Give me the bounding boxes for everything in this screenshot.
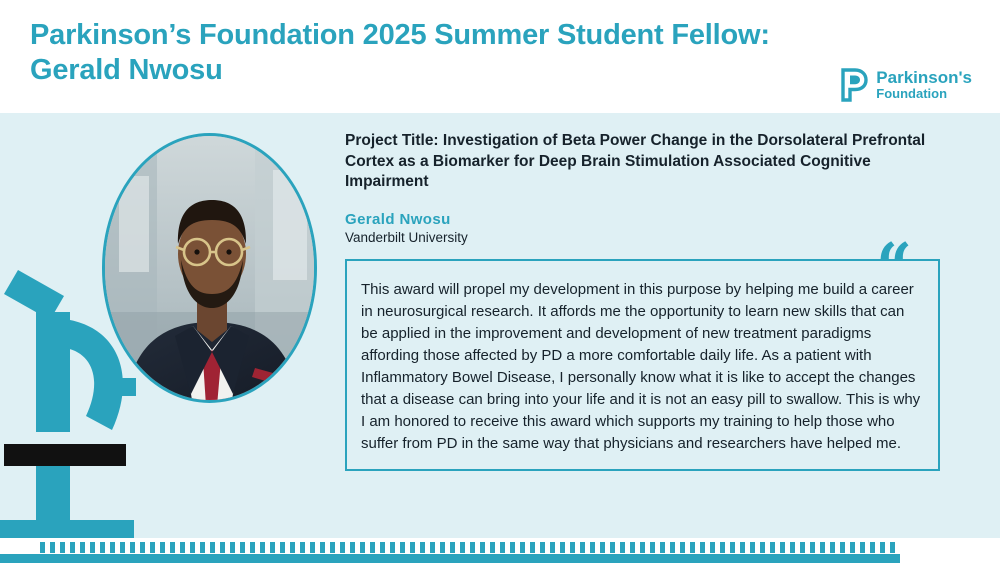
divider-dot: [340, 542, 345, 553]
divider-dot: [310, 542, 315, 553]
divider-dot: [70, 542, 75, 553]
divider-dot: [320, 542, 325, 553]
divider-dot: [490, 542, 495, 553]
divider-dot: [80, 542, 85, 553]
divider-dot: [530, 542, 535, 553]
divider-dot: [230, 542, 235, 553]
divider-dot: [650, 542, 655, 553]
divider-dot: [520, 542, 525, 553]
divider-dot: [880, 542, 885, 553]
project-title: Project Title: Investigation of Beta Power Change in the Dorsolateral Prefrontal Cortex as a Biomarker for Deep Brain Stimulation Associated Cognitive Impairment: [345, 132, 926, 191]
divider-dot: [550, 542, 555, 553]
divider-dot: [790, 542, 795, 553]
divider-dot: [410, 542, 415, 553]
divider-dot: [440, 542, 445, 553]
logo-wordmark: [876, 69, 972, 100]
divider-dot: [130, 542, 135, 553]
divider-dot: [270, 542, 275, 553]
divider-dot: [140, 542, 145, 553]
divider-dot: [820, 542, 825, 553]
dotted-divider: [40, 542, 895, 553]
fellow-photo-image: [105, 136, 314, 400]
divider-dot: [700, 542, 705, 553]
divider-dot: [780, 542, 785, 553]
divider-dot: [740, 542, 745, 553]
header: [0, 0, 1000, 113]
divider-dot: [760, 542, 765, 553]
divider-dot: [350, 542, 355, 553]
divider-dot: [330, 542, 335, 553]
divider-dot: [380, 542, 385, 553]
parkinsons-foundation-logo: [839, 68, 972, 102]
content-panel: [0, 113, 1000, 538]
divider-dot: [480, 542, 485, 553]
fellow-institution: Vanderbilt University: [345, 229, 468, 245]
fellow-details: [345, 131, 940, 471]
divider-dot: [450, 542, 455, 553]
divider-dot: [110, 542, 115, 553]
divider-dot: [640, 542, 645, 553]
divider-dot: [430, 542, 435, 553]
divider-dot: [420, 542, 425, 553]
divider-dot: [300, 542, 305, 553]
divider-dot: [890, 542, 895, 553]
divider-dot: [660, 542, 665, 553]
divider-dot: [590, 542, 595, 553]
divider-dot: [390, 542, 395, 553]
divider-dot: [540, 542, 545, 553]
divider-dot: [160, 542, 165, 553]
fellow-photo: [102, 133, 317, 403]
parkinsons-logo-icon: [839, 68, 869, 102]
divider-dot: [560, 542, 565, 553]
divider-dot: [120, 542, 125, 553]
divider-dot: [280, 542, 285, 553]
divider-dot: [360, 542, 365, 553]
divider-dot: [730, 542, 735, 553]
divider-dot: [290, 542, 295, 553]
divider-dot: [40, 542, 45, 553]
divider-dot: [60, 542, 65, 553]
divider-dot: [210, 542, 215, 553]
divider-dot: [810, 542, 815, 553]
divider-dot: [100, 542, 105, 553]
divider-dot: [510, 542, 515, 553]
divider-dot: [90, 542, 95, 553]
divider-dot: [150, 542, 155, 553]
divider-dot: [610, 542, 615, 553]
divider-dot: [840, 542, 845, 553]
bottom-accent-bar: [0, 554, 900, 563]
logo-line-1: Parkinson's: [876, 68, 972, 88]
divider-dot: [710, 542, 715, 553]
divider-dot: [870, 542, 875, 553]
divider-dot: [50, 542, 55, 553]
divider-dot: [620, 542, 625, 553]
divider-dot: [190, 542, 195, 553]
divider-dot: [200, 542, 205, 553]
divider-dot: [680, 542, 685, 553]
divider-dot: [850, 542, 855, 553]
fellow-name: Gerald Nwosu: [345, 210, 451, 228]
quote-mark-icon: “: [876, 228, 912, 302]
divider-dot: [630, 542, 635, 553]
divider-dot: [220, 542, 225, 553]
divider-dot: [500, 542, 505, 553]
divider-dot: [670, 542, 675, 553]
divider-dot: [400, 542, 405, 553]
divider-dot: [800, 542, 805, 553]
divider-dot: [580, 542, 585, 553]
divider-dot: [720, 542, 725, 553]
divider-dot: [180, 542, 185, 553]
divider-dot: [600, 542, 605, 553]
logo-line-2: Foundation: [876, 86, 948, 102]
divider-dot: [750, 542, 755, 553]
divider-dot: [370, 542, 375, 553]
divider-dot: [240, 542, 245, 553]
page-title: Parkinson’s Foundation 2025 Summer Student Fellow: Gerald Nwosu: [30, 19, 770, 87]
divider-dot: [250, 542, 255, 553]
divider-dot: [830, 542, 835, 553]
divider-dot: [470, 542, 475, 553]
divider-dot: [690, 542, 695, 553]
divider-dot: [260, 542, 265, 553]
divider-dot: [860, 542, 865, 553]
quote-text: This award will propel my development in this purpose by helping me build a career in neurosurgical research. It affords me the opportunity to learn new skills that can be applied in the improvement and development of new treatment paradigms affording those affected by PD a more comfortable daily life. As a patient with Inflammatory Bowel Disease, I personally know what it is like to accept the changes that a disease can bring into your life and it is not an easy pill to swallow. This is why I am honored to receive this award which supports my training to help those who suffer from PD in the same way that physicians and researchers have helped me.: [361, 280, 921, 453]
divider-dot: [770, 542, 775, 553]
divider-dot: [460, 542, 465, 553]
divider-dot: [170, 542, 175, 553]
divider-dot: [570, 542, 575, 553]
